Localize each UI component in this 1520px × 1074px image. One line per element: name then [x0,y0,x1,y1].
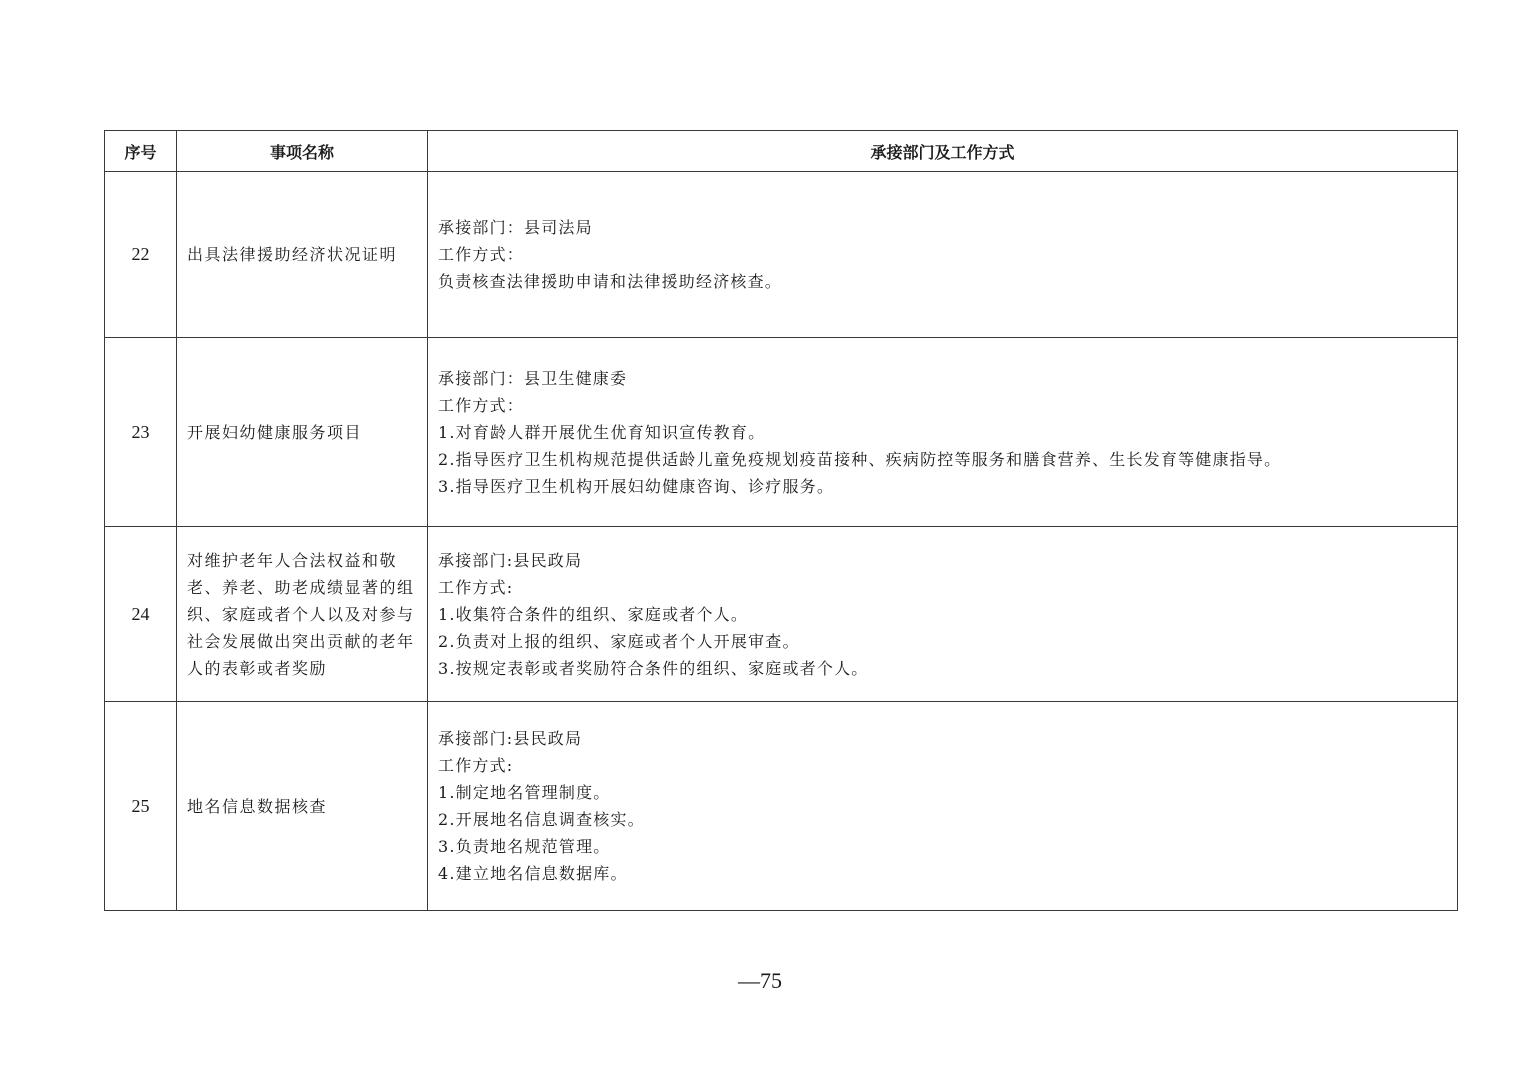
method-detail-line: 4.建立地名信息数据库。 [438,864,628,883]
method-detail-line: 2.开展地名信息调查核实。 [438,810,645,829]
row-department-method [428,172,1458,338]
row-item-name: 开展妇幼健康服务项目 [177,338,428,527]
header-item-name: 事项名称 [177,131,428,172]
row-department-method [428,338,1458,527]
department-line: 承接部门:县民政局 [438,729,583,748]
row-department-method [428,702,1458,911]
method-label-line: 工作方式: [438,756,514,775]
row-item-name: 对维护老年人合法权益和敬老、养老、助老成绩显著的组织、家庭或者个人以及对参与社会发展做出突出贡献的老年人的表彰或者奖励 [177,527,428,702]
document-table-container [104,130,1457,911]
row-serial-number: 24 [105,527,177,702]
header-serial-number: 序号 [105,131,177,172]
department-line: 承接部门:县民政局 [438,550,583,570]
table-row [105,527,1458,702]
row-item-name: 地名信息数据核查 [177,702,428,911]
method-detail-line: 2.负责对上报的组织、家庭或者个人开展审查。 [438,631,800,651]
row-department-method [428,527,1458,702]
method-detail-line: 负责核查法律援助申请和法律援助经济核查。 [438,272,783,291]
method-detail-line: 3.指导医疗卫生机构开展妇幼健康咨询、诊疗服务。 [438,476,835,496]
method-label-line: 工作方式: [438,577,514,597]
department-line: 承接部门：县卫生健康委 [438,368,628,388]
method-detail-line: 1.收集符合条件的组织、家庭或者个人。 [438,604,749,624]
row-serial-number: 23 [105,338,177,527]
table-header-row [105,131,1458,172]
row-item-name: 出具法律援助经济状况证明 [177,172,428,338]
department-line: 承接部门：县司法局 [438,218,593,237]
page-number: —75 [738,968,782,993]
table-row [105,702,1458,911]
matters-table [104,130,1458,911]
method-detail-line: 2.指导医疗卫生机构规范提供适龄儿童免疫规划疫苗接种、疾病防控等服务和膳食营养、生长发育等健康指导。 [438,449,1282,469]
method-detail-line: 3.按规定表彰或者奖励符合条件的组织、家庭或者个人。 [438,658,869,678]
method-label-line: 工作方式： [438,245,525,264]
method-detail-line: 3.负责地名规范管理。 [438,837,611,856]
method-detail-line: 1.制定地名管理制度。 [438,783,611,802]
method-detail-line: 1.对育龄人群开展优生优育知识宣传教育。 [438,422,766,442]
table-row [105,172,1458,338]
method-label-line: 工作方式： [438,395,525,415]
header-department-and-method: 承接部门及工作方式 [428,131,1458,172]
row-serial-number: 22 [105,172,177,338]
table-row [105,338,1458,527]
row-serial-number: 25 [105,702,177,911]
